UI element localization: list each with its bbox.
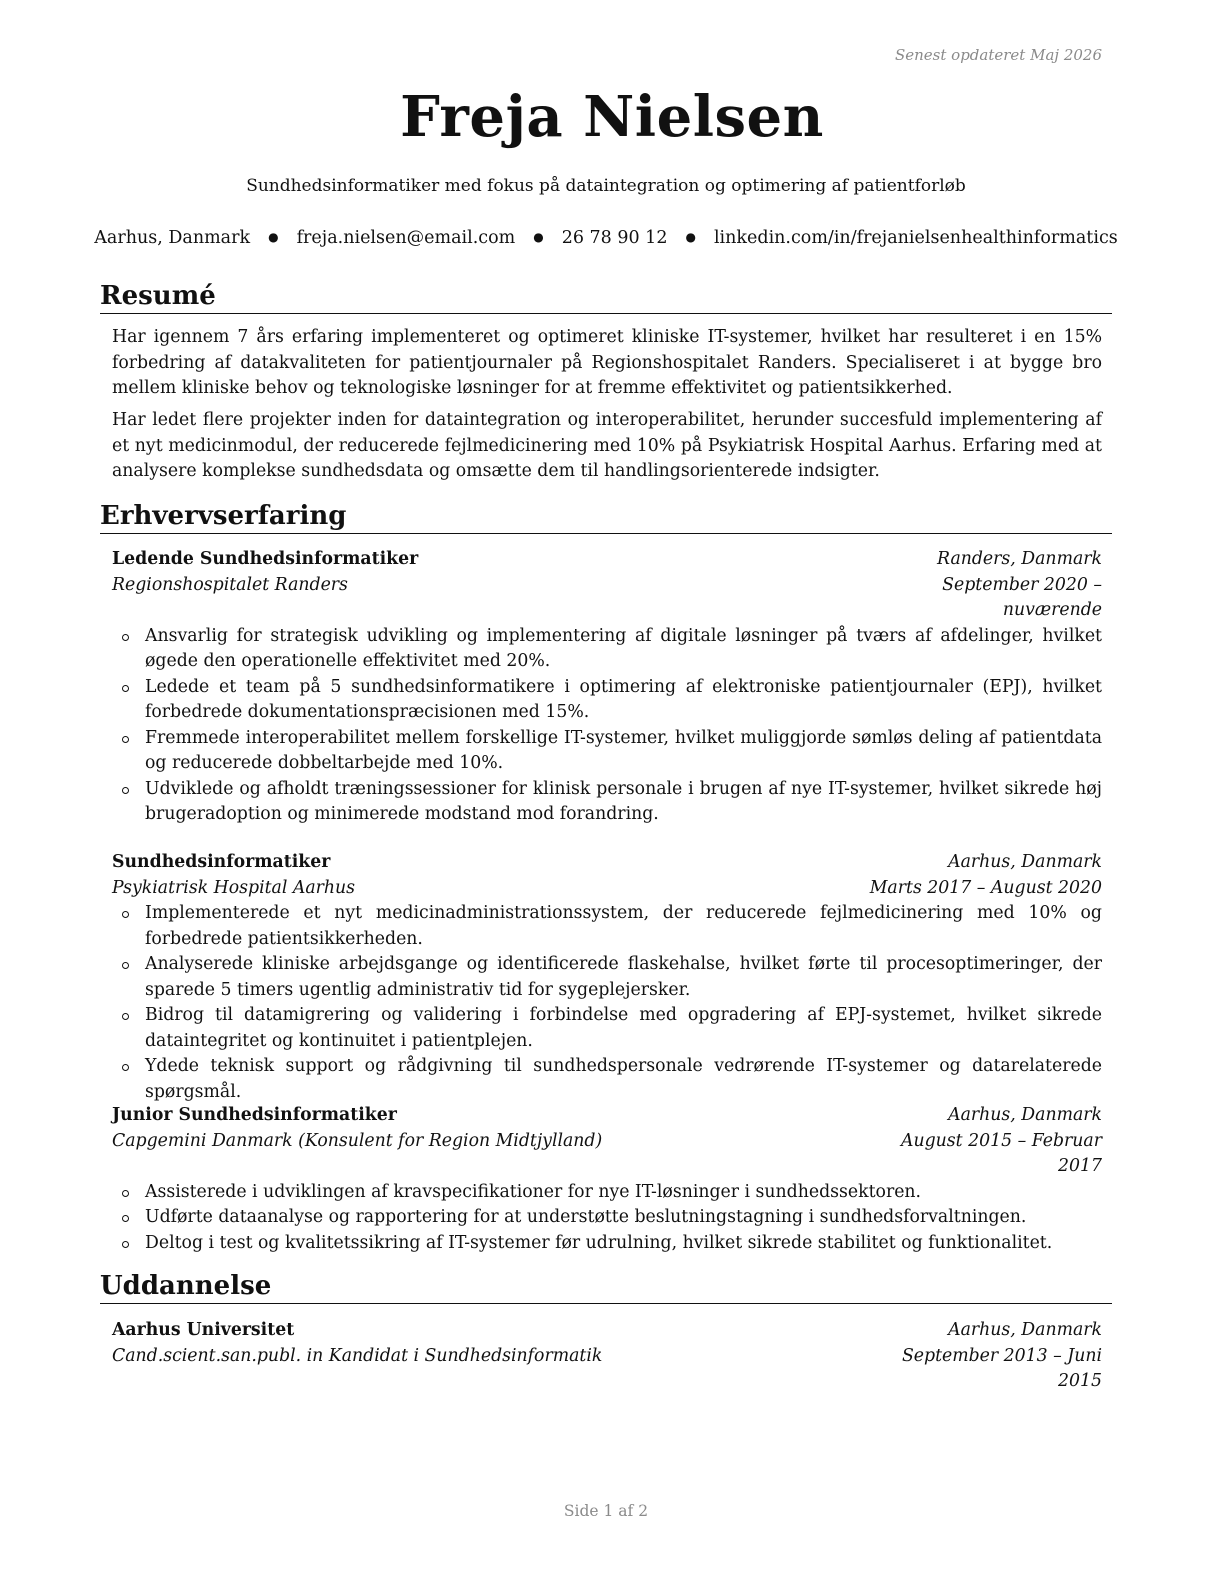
- section-title-experience: Erhvervserfaring: [100, 500, 1112, 534]
- school-name: Aarhus Universitet: [112, 1320, 295, 1340]
- circle-bullet-icon: [122, 1215, 129, 1222]
- page-title: Freja Nielsen: [400, 84, 824, 150]
- list-item: Bidrog til datamigrering og validering i forbindelse med opgradering af EPJ-systemet, hvilket sikrede dataintegritet og kontinuitet i patientplejen.: [112, 1003, 1102, 1054]
- list-item: Ydede teknisk support og rådgivning til sundhedspersonale vedrørende IT-systemer og datarelaterede spørgsmål.: [112, 1054, 1102, 1105]
- circle-bullet-icon: [122, 911, 129, 918]
- list-item: Udviklede og afholdt træningssessioner for klinisk personale i brugen af nye IT-systemer, hvilket sikrede høj brugeradoption og minimerede modstand mod forandring.: [112, 777, 1102, 828]
- summary-paragraph: Har igennem 7 års erfaring implementeret og optimeret kliniske IT-systemer, hvilket har resulteret i en 15% forbedring af datakvaliteten for patientjournaler på Regionshospitalet Randers. Specialiseret i at bygge bro mellem kliniske behov og teknologiske løsninger for at fremme effektivitet og patientsikkerhed.: [112, 327, 1102, 398]
- list-item: Udførte dataanalyse og rapportering for at understøtte beslutningstagning i sundhedsforvaltningen.: [112, 1205, 1102, 1231]
- circle-bullet-icon: [122, 685, 129, 692]
- circle-bullet-icon: [122, 1064, 129, 1071]
- job-dates: August 2015 – Februar 2017: [900, 1130, 1102, 1176]
- job-entry: [112, 547, 1102, 828]
- circle-bullet-icon: [122, 1241, 129, 1248]
- job-location: Aarhus, Danmark: [948, 1105, 1102, 1125]
- list-item: Analyserede kliniske arbejdsgange og identificerede flaskehalse, hvilket førte til procesoptimeringer, der sparede 5 timers ugentlig administrativ tid for sygeplejersker.: [112, 952, 1102, 1003]
- bullet-separator-icon: ●: [268, 230, 279, 244]
- job-bullets: [112, 901, 1102, 1105]
- summary-paragraph: Har ledet flere projekter inden for dataintegration og interoperabilitet, herunder succesfuld implementering af et nyt medicinmodul, der reducerede fejlmedicinering med 10% på Psykiatrisk Hospital Aarhus. Erfaring med at analysere komplekse sundhedsdata og omsætte dem til handlingsorienterede indsigter.: [112, 410, 1102, 481]
- circle-bullet-icon: [122, 1013, 129, 1020]
- bullet-separator-icon: ●: [685, 230, 696, 244]
- list-item: Deltog i test og kvalitetssikring af IT-systemer før udrulning, hvilket sikrede stabilitet og funktionalitet.: [112, 1231, 1102, 1257]
- circle-bullet-icon: [122, 1190, 129, 1197]
- contact-line: [0, 228, 1212, 248]
- contact-phone: 26 78 90 12: [561, 228, 668, 248]
- job-company: Regionshospitalet Randers: [112, 574, 348, 595]
- bullet-separator-icon: ●: [533, 230, 544, 244]
- section-title-summary: Resumé: [100, 280, 1112, 314]
- contact-email[interactable]: freja.nielsen@email.com: [296, 228, 516, 248]
- job-location: Aarhus, Danmark: [948, 852, 1102, 872]
- list-item: Fremmede interoperabilitet mellem forskellige IT-systemer, hvilket muliggjorde sømløs deling af patientdata og reducerede dobbeltarbejde med 10%.: [112, 726, 1102, 777]
- education-dates: September 2013 – Juni 2015: [901, 1345, 1102, 1391]
- job-title: Junior Sundhedsinformatiker: [112, 1105, 397, 1125]
- circle-bullet-icon: [122, 962, 129, 969]
- list-item: Assisterede i udviklingen af kravspecifikationer for nye IT-løsninger i sundhedssektoren.: [112, 1180, 1102, 1206]
- job-entry: [112, 1103, 1102, 1256]
- job-dates: Marts 2017 – August 2020: [869, 877, 1102, 898]
- contact-linkedin[interactable]: linkedin.com/in/frejanielsenhealthinformatics: [713, 228, 1118, 248]
- list-item: Implementerede et nyt medicinadministrationssystem, der reducerede fejlmedicinering med 10% og forbedrede patientsikkerheden.: [112, 901, 1102, 952]
- job-dates: September 2020 – nuværende: [942, 574, 1102, 620]
- section-title-education: Uddannelse: [100, 1270, 1112, 1304]
- degree: Cand.scient.san.publ. in Kandidat i Sundhedsinformatik: [112, 1345, 603, 1366]
- job-bullets: [112, 1180, 1102, 1257]
- list-item: Ansvarlig for strategisk udvikling og implementering af digitale løsninger på tværs af afdelinger, hvilket øgede den operationelle effektivitet med 20%.: [112, 624, 1102, 675]
- list-item: Ledede et team på 5 sundhedsinformatikere i optimering af elektroniske patientjournaler (EPJ), hvilket forbedrede dokumentationspræcisionen med 15%.: [112, 675, 1102, 726]
- job-title: Ledende Sundhedsinformatiker: [112, 549, 419, 569]
- last-updated: Senest opdateret Maj 2026: [894, 46, 1102, 64]
- job-company: Capgemini Danmark (Konsulent for Region Midtjylland): [112, 1130, 603, 1151]
- headline: Sundhedsinformatiker med fokus på dataintegration og optimering af patientforløb: [246, 176, 966, 196]
- circle-bullet-icon: [122, 736, 129, 743]
- circle-bullet-icon: [122, 634, 129, 641]
- contact-location: Aarhus, Danmark: [94, 228, 251, 248]
- job-entry: [112, 850, 1102, 1105]
- job-company: Psykiatrisk Hospital Aarhus: [112, 877, 356, 898]
- education-entry: [112, 1318, 1102, 1395]
- circle-bullet-icon: [122, 787, 129, 794]
- job-title: Sundhedsinformatiker: [112, 852, 331, 872]
- job-bullets: [112, 624, 1102, 828]
- page-number: Side 1 af 2: [563, 1502, 649, 1520]
- job-location: Randers, Danmark: [937, 549, 1102, 569]
- school-location: Aarhus, Danmark: [948, 1320, 1102, 1340]
